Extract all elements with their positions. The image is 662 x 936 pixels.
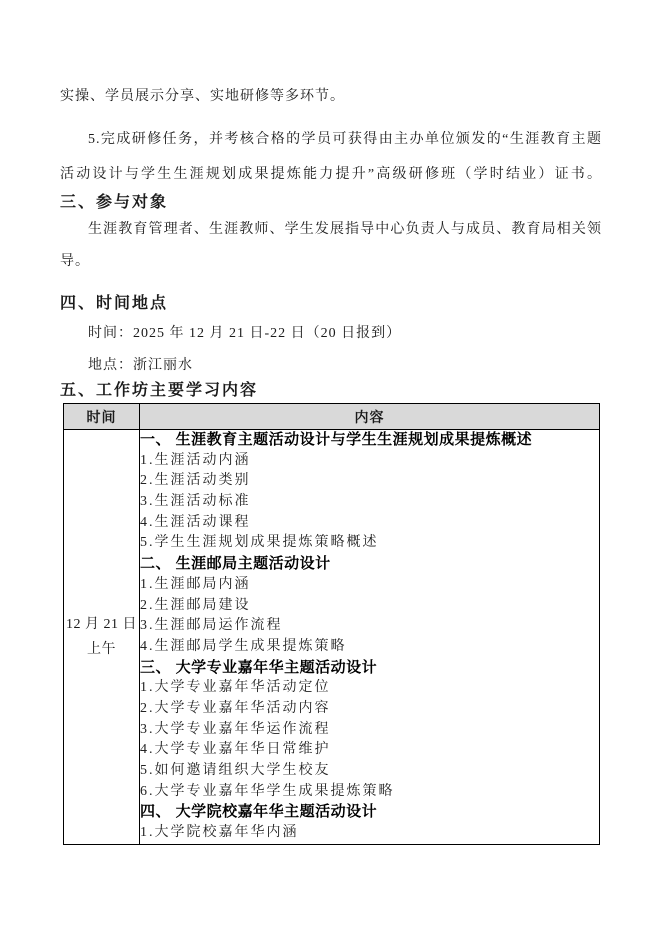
content-item: 2.生涯邮局建设	[140, 597, 251, 613]
paragraph-certificate: 5.完成研修任务，并考核合格的学员可获得由主办单位颁发的“生涯教育主题活动设计与学生生涯规划成果提炼能力提升”高级研修班（学时结业）证书。	[60, 132, 602, 182]
schedule-table	[63, 403, 600, 845]
content-item: 4.生涯邮局学生成果提炼策略	[140, 638, 347, 654]
line-place: 地点：浙江丽水	[88, 358, 193, 373]
schedule-header-row	[64, 404, 600, 430]
content-item: 3.生涯邮局运作流程	[140, 618, 283, 634]
time-period: 上午	[87, 641, 116, 657]
time-date: 12 月 21 日	[66, 616, 137, 632]
heading-participants: 三、参与对象	[60, 194, 169, 211]
content-item: 1.大学院校嘉年华内涵	[140, 825, 299, 841]
content-item: 1.大学专业嘉年华活动定位	[140, 680, 331, 696]
content-item: 2.大学专业嘉年华活动内容	[140, 700, 331, 716]
content-section-heading: 四、 大学院校嘉年华主题活动设计	[140, 803, 378, 821]
heading-schedule: 五、工作坊主要学习内容	[60, 382, 259, 399]
content-cell	[140, 430, 600, 845]
schedule-header-content: 内容	[140, 404, 600, 430]
content-item: 2.生涯活动类别	[140, 473, 251, 489]
paragraph-continuation: 实操、学员展示分享、实地研修等多环节。	[60, 89, 345, 104]
content-item: 4.大学专业嘉年华日常维护	[140, 742, 331, 758]
line-time: 时间：2025 年 12 月 21 日-22 日（20 日报到）	[88, 326, 402, 341]
content-item: 3.大学专业嘉年华运作流程	[140, 721, 331, 737]
content-item: 6.大学专业嘉年华学生成果提炼策略	[140, 783, 395, 799]
content-item: 1.生涯邮局内涵	[140, 576, 251, 592]
content-section-heading: 一、 生涯教育主题活动设计与学生生涯规划成果提炼概述	[140, 431, 533, 448]
content-item: 3.生涯活动标准	[140, 494, 251, 510]
heading-time-place: 四、时间地点	[60, 295, 169, 312]
schedule-header-time: 时间	[64, 404, 140, 430]
content-item: 5.如何邀请组织大学生校友	[140, 763, 331, 778]
content-item: 1.生涯活动内涵	[140, 452, 251, 468]
schedule-row	[64, 430, 600, 845]
content-item: 5.学生生涯规划成果提炼策略概述	[140, 535, 379, 551]
content-section-heading: 二、 生涯邮局主题活动设计	[140, 555, 331, 573]
content-section-heading: 三、 大学专业嘉年华主题活动设计	[140, 658, 378, 676]
content-item: 4.生涯活动课程	[140, 514, 251, 530]
time-cell	[64, 430, 140, 845]
paragraph-participants: 生涯教育管理者、生涯教师、学生发展指导中心负责人与成员、教育局相关领导。	[60, 222, 602, 269]
